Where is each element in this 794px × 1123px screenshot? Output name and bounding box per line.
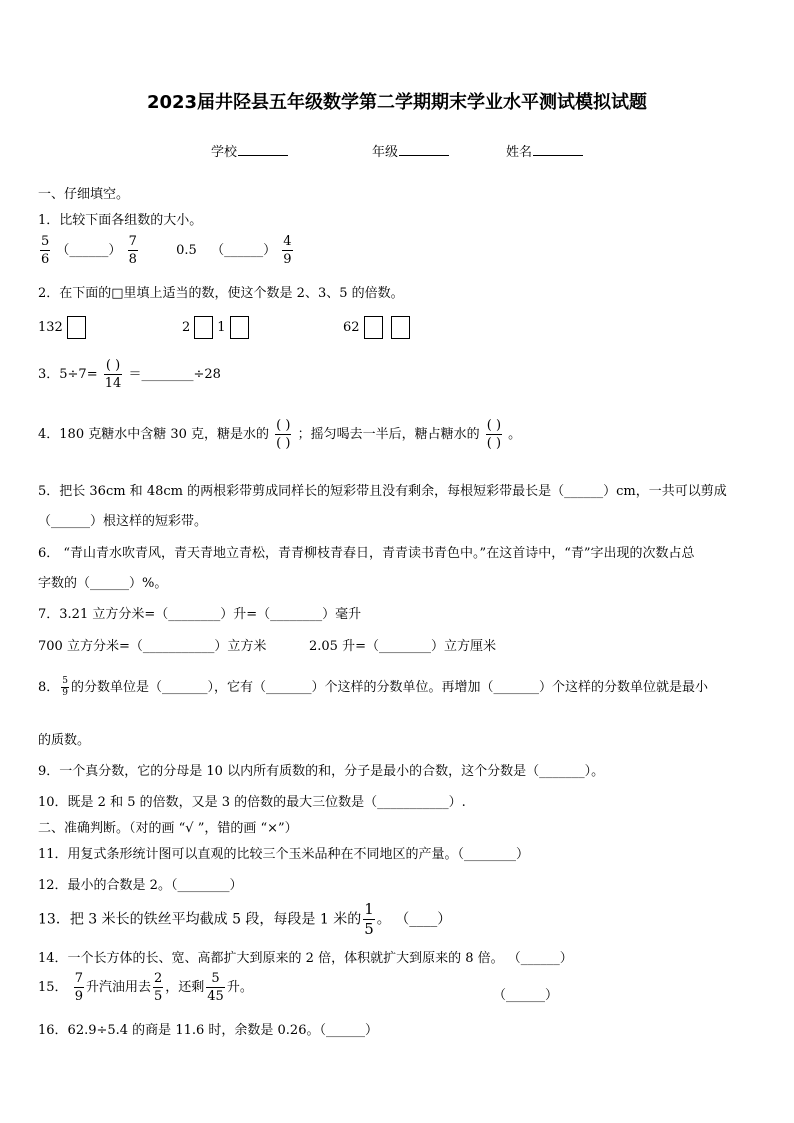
section-two-heading: 二、准确判断。（对的画 “√ ”，错的画 “×”）: [38, 821, 298, 836]
digit-box[interactable]: [194, 316, 213, 339]
question-5-line-1: 5．把长 36cm 和 48cm 的两根彩带剪成同样长的短彩带且没有剩余，每根短彩带最长是（______）cm，一共可以剪成: [38, 484, 727, 499]
fraction-4-9: $\frac{4}{9}$: [283, 234, 292, 267]
question-9: 9．一个真分数，它的分母是 10 以内所有质数的和，分子是最小的合数，这个分数是（_______）。: [38, 764, 605, 779]
fraction-7-8: $\frac{7}{8}$: [128, 234, 137, 267]
grade-blank[interactable]: [399, 143, 449, 156]
answer-fraction[interactable]: $\frac{( )}{14}$: [104, 358, 122, 391]
section-one-heading: 一、仔细填空。: [38, 187, 130, 202]
school-blank[interactable]: [238, 143, 288, 156]
digit-box[interactable]: [67, 316, 86, 339]
fraction-5-9: $\frac{5}{9}$: [62, 676, 69, 698]
name-blank[interactable]: [533, 143, 583, 156]
answer-blank[interactable]: （______）: [211, 243, 277, 258]
question-2-group-2: 2 1: [182, 316, 253, 339]
question-13: 13．把 3 米长的铁丝平均截成 5 段，每段是 1 米的 $\frac{1}{5}$ 。 （____）: [38, 900, 452, 938]
question-7-line-2b: 2.05 升=（________）立方厘米: [309, 639, 496, 654]
answer-blank[interactable]: ________: [141, 367, 194, 382]
digit-box[interactable]: [391, 316, 410, 339]
fraction-7-9: $\frac{7}{9}$: [74, 971, 83, 1004]
fraction-5-6: $\frac{5}{6}$: [41, 234, 50, 267]
question-11: 11．用复式条形统计图可以直观的比较三个玉米品种在不同地区的产量。（________）: [38, 847, 530, 862]
question-1-row: [38, 235, 295, 266]
question-10: 10．既是 2 和 5 的倍数，又是 3 的倍数的最大三位数是（___________）.: [38, 795, 466, 810]
question-14: 14．一个长方体的长、宽、高都扩大到原来的 2 倍，体积就扩大到原来的 8 倍。 （______）: [38, 951, 573, 966]
answer-blank[interactable]: （______）: [56, 243, 122, 258]
question-12: 12．最小的合数是 2。（________）: [38, 878, 243, 893]
question-2-group-3: 62: [343, 316, 414, 339]
question-15: 15． $\frac{7}{9}$ 升汽油用去 $\frac{2}{5}$ ，还剩 $\frac{5}{45}$ 升。: [38, 971, 253, 1004]
question-3: 3．5÷7= $\frac{( )}{14}$ ＝________÷28: [38, 358, 221, 391]
digit-box[interactable]: [364, 316, 383, 339]
question-2-group-1: 132: [38, 316, 90, 339]
question-6-line-2: 字数的（______）%。: [38, 576, 168, 591]
grade-field[interactable]: [372, 141, 449, 160]
question-4: 4．180 克糖水中含糖 30 克，糖是水的 $\frac{( )}{( )}$ ；摇匀喝去一半后，糖占糖水的 $\frac{( )}{( )}$ 。: [38, 418, 522, 451]
digit-box[interactable]: [230, 316, 249, 339]
question-7-line-2a: 700 立方分米=（___________）立方米: [38, 639, 267, 654]
question-16: 16．62.9÷5.4 的商是 11.6 时，余数是 0.26。（______）: [38, 1023, 378, 1038]
question-15-answer-blank[interactable]: （______）: [493, 988, 559, 1003]
fraction-2-5: $\frac{2}{5}$: [153, 971, 163, 1004]
question-7-line-1: 7．3.21 立方分米=（________）升=（________）毫升: [38, 607, 362, 622]
question-5-line-2: （______）根这样的短彩带。: [38, 514, 208, 529]
answer-fraction[interactable]: $\frac{( )}{( )}$: [276, 418, 291, 451]
question-8-line-1: 8． $\frac{5}{9}$ 的分数单位是（_______），它有（_______）个这样的分数单位。再增加（_______）个这样的分数单位就是最小: [38, 676, 709, 698]
fraction-1-5: $\frac{1}{5}$: [364, 900, 374, 938]
question-1-text: 1．比较下面各组数的大小。: [38, 213, 203, 228]
question-6-line-1: 6． “青山青水吹青风，青天青地立青松，青青柳枝青春日，青青读书青色中。”在这首诗中，“青”字出现的次数占总: [38, 546, 695, 561]
fraction-5-45: $\frac{5}{45}$: [207, 971, 224, 1004]
answer-fraction[interactable]: $\frac{( )}{( )}$: [486, 418, 502, 451]
school-label: 学校: [211, 145, 238, 160]
question-8-line-2: 的质数。: [38, 733, 91, 748]
decimal-value: 0.5: [176, 243, 197, 258]
grade-label: 年级: [372, 145, 399, 160]
page-title: 2023届井陉县五年级数学第二学期期末学业水平测试模拟试题: [146, 92, 648, 113]
school-field[interactable]: [211, 141, 288, 160]
name-field[interactable]: [506, 141, 583, 160]
question-2-text: 2．在下面的□里填上适当的数，使这个数是 2、3、5 的倍数。: [38, 286, 404, 301]
name-label: 姓名: [506, 145, 533, 160]
